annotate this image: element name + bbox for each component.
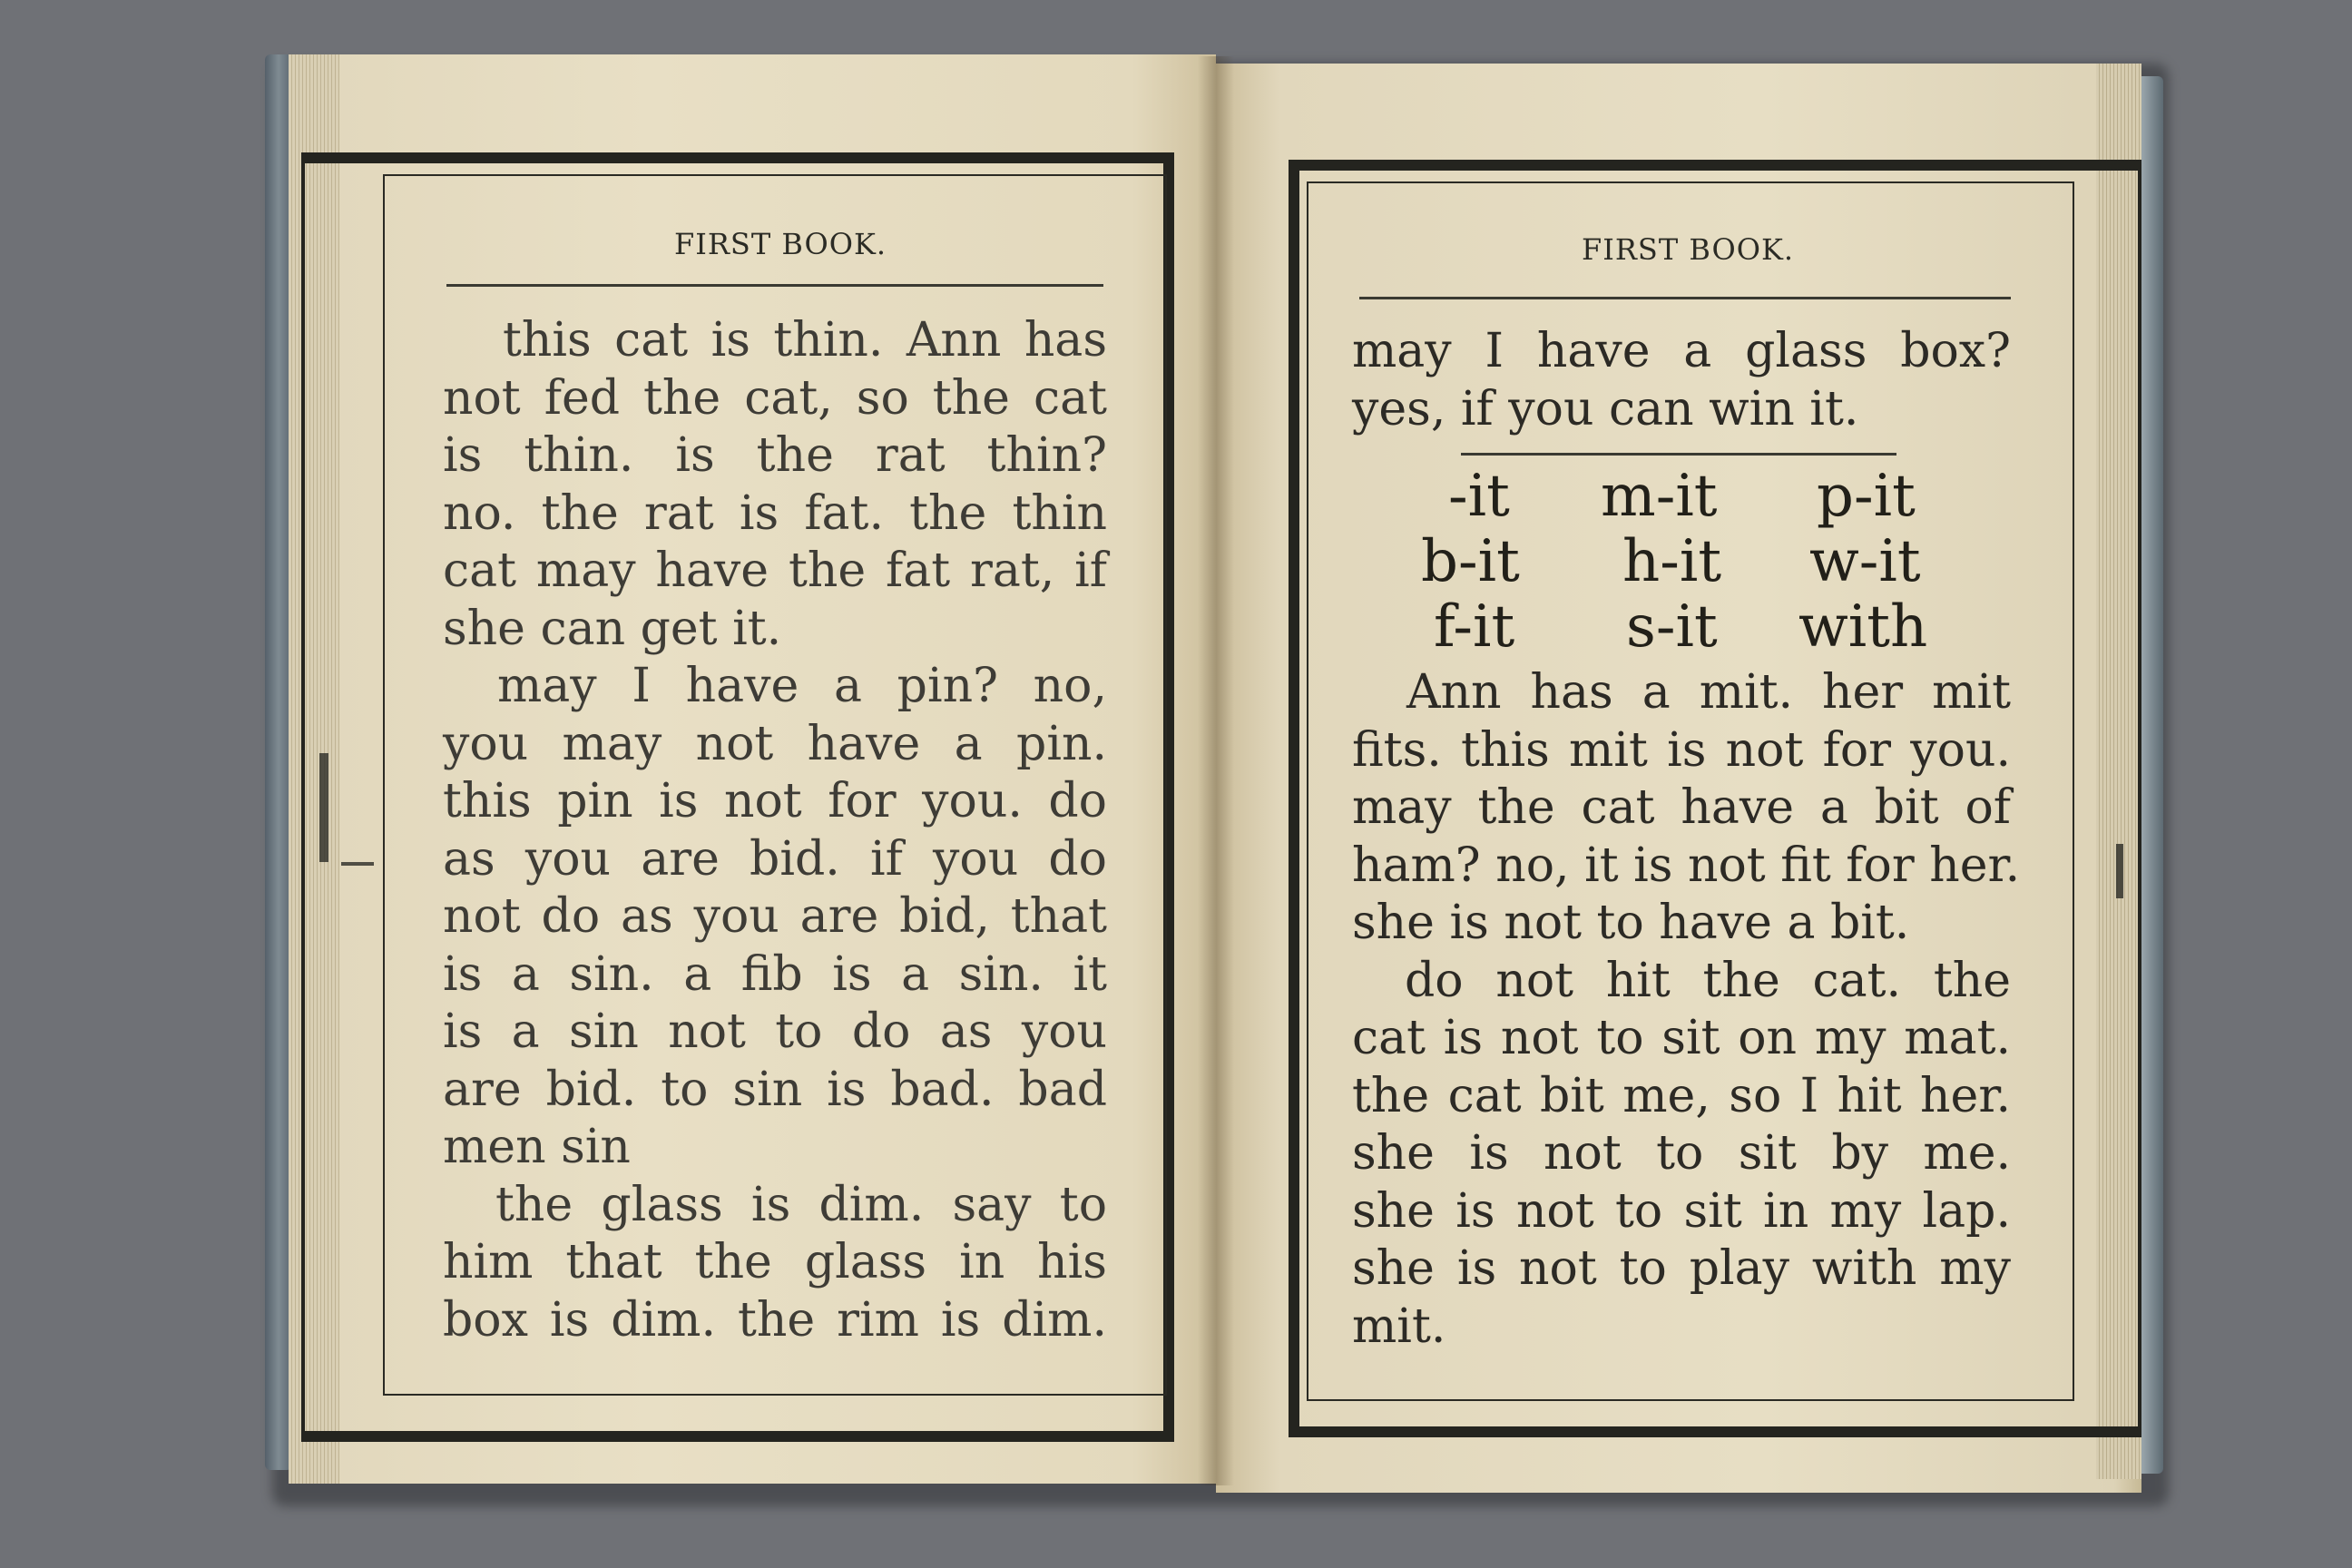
text-line: not do as you are bid, that [443,889,1107,944]
text-line: the glass is dim. say to [495,1177,1107,1232]
text-line: you may not have a pin. [443,716,1107,771]
text-line: cat may have the fat rat, if [443,544,1107,598]
text-line: she is not to sit in my lap. [1352,1183,2011,1239]
text-line: she is not to play with my [1352,1241,2011,1296]
word-cell: m-it [1601,463,1718,530]
text-line: is a sin not to do as you [443,1004,1107,1059]
text-line: this cat is thin. Ann has [503,313,1107,368]
left-binding-stitch-mark [341,862,374,866]
text-line: ham? no, it is not fit for her. [1352,838,2021,893]
word-cell: f-it [1434,593,1515,661]
text-line: no. the rat is fat. the thin [443,485,1107,541]
text-line: this pin is not for you. do [443,774,1107,828]
text-line: mit. [1352,1298,1446,1354]
right-page-header-rule [1359,297,2011,299]
text-line: cat is not to sit on my mat. [1352,1011,2011,1065]
right-binding-stitch [2116,844,2123,898]
word-cell: -it [1448,463,1510,530]
text-line: box is dim. the rim is dim. [443,1292,1107,1348]
text-line: may I have a glass box? [1352,324,2011,378]
word-cell: s-it [1626,593,1718,661]
text-line: men sin [443,1120,631,1174]
word-cell: w-it [1809,528,1921,595]
text-line: is a sin. a fib is a sin. it [443,946,1107,1002]
right-page-intro [1352,323,2011,438]
right-page-body [1352,664,2021,1356]
text-line: she is not to sit by me. [1352,1126,2011,1181]
text-line: Ann has a mit. her mit [1406,665,2011,720]
word-cell: with [1798,593,1928,661]
text-line: may I have a pin? no, [497,659,1107,713]
text-line: not fed the cat, so the cat [443,370,1107,426]
text-line: is thin. is the rat thin? [443,428,1107,483]
text-line: fits. this mit is not for you. [1352,722,2011,778]
left-page-header-rule [446,284,1103,287]
text-line: are bid. to sin is bad. bad [443,1062,1107,1117]
text-line: yes, if you can win it. [1352,381,1859,436]
left-page-header: FIRST BOOK. [673,227,887,261]
text-line: him that the glass in his [443,1235,1107,1289]
text-line: do not hit the cat. the [1405,953,2011,1008]
right-page-section-rule [1461,453,1896,456]
word-cell: h-it [1622,528,1722,595]
text-line: the cat bit me, so I hit her. [1352,1068,2011,1123]
right-page-header: FIRST BOOK. [1581,232,1795,267]
text-line: she is not to have a bit. [1352,896,1910,950]
book-gutter [1198,56,1234,1485]
text-line: she can get it. [443,601,782,656]
text-line: may the cat have a bit of [1352,780,2011,835]
left-binding-stitch [319,753,328,862]
word-cell: b-it [1421,528,1520,595]
text-line: as you are bid. if you do [443,831,1107,887]
word-table [1406,465,2042,664]
word-cell: p-it [1817,463,1916,530]
left-page-body [443,312,1107,1349]
